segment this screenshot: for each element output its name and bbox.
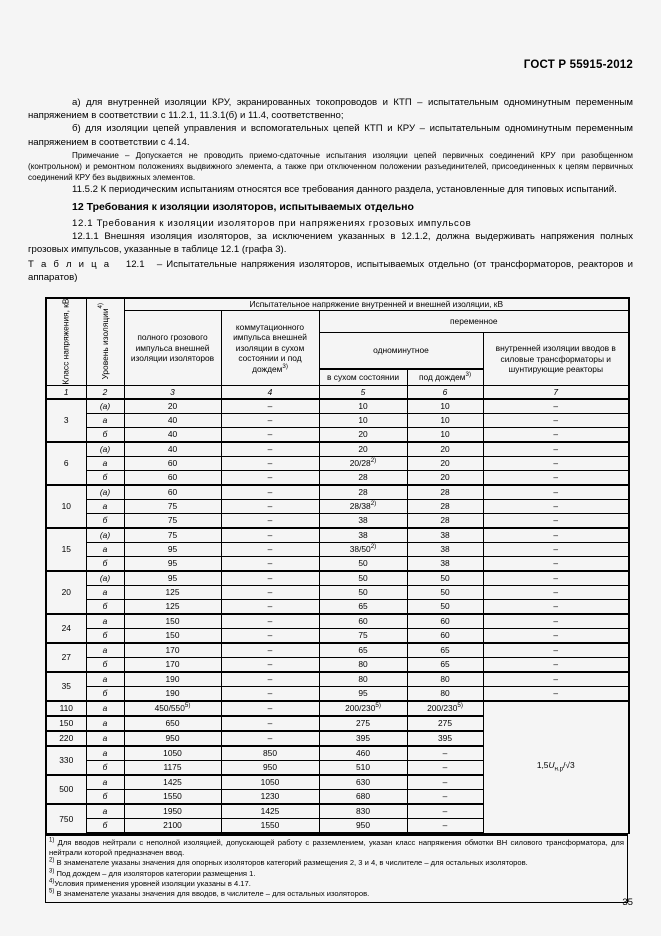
cell-c4: – xyxy=(221,514,319,529)
cell-c6: 10 xyxy=(407,414,483,428)
cell-c4: – xyxy=(221,600,319,615)
cell-voltage-class: 110 xyxy=(46,701,86,716)
cell-insulation-level: а xyxy=(86,614,124,629)
cell-insulation-level: (а) xyxy=(86,485,124,500)
cell-insulation-level: (а) xyxy=(86,571,124,586)
colnum-7: 7 xyxy=(483,386,629,400)
cell-c7: – xyxy=(483,557,629,572)
cell-c6: – xyxy=(407,775,483,790)
cell-c5: 10 xyxy=(319,414,407,428)
cell-c6: – xyxy=(407,819,483,834)
cell-c4: – xyxy=(221,485,319,500)
table-12-1 xyxy=(45,297,630,834)
cell-c6: 65 xyxy=(407,658,483,673)
cell-insulation-level: б xyxy=(86,819,124,834)
table-row xyxy=(46,557,629,572)
cell-c6: 10 xyxy=(407,399,483,414)
table-caption xyxy=(28,258,633,284)
colnum-4: 4 xyxy=(221,386,319,400)
cell-c7: – xyxy=(483,600,629,615)
cell-c3: 75 xyxy=(124,500,221,514)
cell-c3: 40 xyxy=(124,442,221,457)
table-row xyxy=(46,687,629,702)
cell-c3: 125 xyxy=(124,586,221,600)
cell-c4: – xyxy=(221,543,319,557)
cell-c7: – xyxy=(483,442,629,457)
table-row xyxy=(46,500,629,514)
cell-c3: 95 xyxy=(124,557,221,572)
cell-c3: 2100 xyxy=(124,819,221,834)
cell-c4: – xyxy=(221,716,319,731)
footnote-2: $^{2)}$ В знаменателе указаны значения для опорных изоляторов категорий размещения 2, 3 и 4, в числителе – для остальных изоляторов. xyxy=(49,857,528,868)
cell-c4: – xyxy=(221,586,319,600)
table-row xyxy=(46,414,629,428)
cell-c7: – xyxy=(483,514,629,529)
cell-c7: – xyxy=(483,485,629,500)
table-row xyxy=(46,571,629,586)
paragraph-clause-11-5-2: 11.5.2 К периодическим испытаниям относятся все требования данного раздела, установленные для типовых испытаний. xyxy=(72,184,617,196)
table-row xyxy=(46,614,629,629)
cell-c4: 1050 xyxy=(221,775,319,790)
cell-voltage-class: 3 xyxy=(46,399,86,442)
cell-c5: 50 xyxy=(319,557,407,572)
cell-c4: 1230 xyxy=(221,790,319,805)
cell-c5: 275 xyxy=(319,716,407,731)
cell-c3: 1175 xyxy=(124,761,221,776)
cell-c6: 28 xyxy=(407,514,483,529)
cell-c3: 170 xyxy=(124,643,221,658)
section-12-title: 12 Требования к изоляции изоляторов, испытываемых отдельно xyxy=(72,201,414,214)
cell-voltage-class: 150 xyxy=(46,716,86,731)
table-row xyxy=(46,543,629,557)
header-col-7: внутренней изоляции вводов в силовые трансформаторы и шунтирующие реакторы xyxy=(483,333,629,386)
header-span-all: Испытательное напряжение внутренней и внешней изоляции, кВ xyxy=(124,298,629,310)
table-row xyxy=(46,586,629,600)
cell-c5: 510 xyxy=(319,761,407,776)
cell-insulation-level: б xyxy=(86,687,124,702)
cell-c7: – xyxy=(483,672,629,687)
cell-c6: 38 xyxy=(407,557,483,572)
cell-c5: 20 xyxy=(319,442,407,457)
colnum-2: 2 xyxy=(86,386,124,400)
cell-c4: – xyxy=(221,399,319,414)
table-footnotes xyxy=(45,834,628,903)
table-row xyxy=(46,528,629,543)
cell-c3: 75 xyxy=(124,528,221,543)
cell-c6: – xyxy=(407,761,483,776)
cell-c5: 38 xyxy=(319,514,407,529)
cell-c4: – xyxy=(221,414,319,428)
cell-voltage-class: 35 xyxy=(46,672,86,701)
colnum-1: 1 xyxy=(46,386,86,400)
cell-insulation-level: б xyxy=(86,428,124,443)
cell-c5: 80 xyxy=(319,672,407,687)
cell-c4: – xyxy=(221,571,319,586)
table-row xyxy=(46,485,629,500)
cell-c5: 28/38$^{2)}$ xyxy=(319,500,407,514)
cell-c3: 1550 xyxy=(124,790,221,805)
cell-c4: 950 xyxy=(221,761,319,776)
cell-c4: 850 xyxy=(221,746,319,761)
page-number: 35 xyxy=(622,897,633,908)
cell-c7: – xyxy=(483,658,629,673)
cell-c7: – xyxy=(483,414,629,428)
cell-c6: 50 xyxy=(407,586,483,600)
cell-c6: 38 xyxy=(407,543,483,557)
cell-c5: 200/230$^{5)}$ xyxy=(319,701,407,716)
colnum-5: 5 xyxy=(319,386,407,400)
cell-c6: 10 xyxy=(407,428,483,443)
cell-c5: 50 xyxy=(319,571,407,586)
cell-c3: 1425 xyxy=(124,775,221,790)
paragraph-note: Примечание – Допускается не проводить приемо-сдаточные испытания изоляции цепей первичных соединений КРУ при разобщенном (контрольном) и ремонтном положениях выдвижного элемента, а также при отключенном положении разъединителей, присоединенных к цепям первичных соединений КРУ без выдвижных элементов. xyxy=(28,150,633,182)
header-col-2: Уровень изоляции$^{4)}$ xyxy=(86,298,124,386)
table-row xyxy=(46,600,629,615)
cell-insulation-level: а xyxy=(86,586,124,600)
cell-c4: – xyxy=(221,457,319,471)
cell-c3: 60 xyxy=(124,457,221,471)
header-col-3: полного грозового импульса внешней изоляции изоляторов xyxy=(124,310,221,386)
cell-c5: 80 xyxy=(319,658,407,673)
cell-c5: 20/28$^{2)}$ xyxy=(319,457,407,471)
cell-c4: – xyxy=(221,643,319,658)
cell-insulation-level: б xyxy=(86,790,124,805)
cell-c3: 450/550$^{5)}$ xyxy=(124,701,221,716)
cell-c5: 65 xyxy=(319,643,407,658)
cell-c6: 28 xyxy=(407,485,483,500)
table-row xyxy=(46,457,629,471)
cell-c7: – xyxy=(483,528,629,543)
cell-c6: 20 xyxy=(407,442,483,457)
cell-c4: 1550 xyxy=(221,819,319,834)
cell-voltage-class: 500 xyxy=(46,775,86,804)
cell-c7: – xyxy=(483,687,629,702)
cell-c7: – xyxy=(483,471,629,486)
colnum-3: 3 xyxy=(124,386,221,400)
cell-c6: 65 xyxy=(407,643,483,658)
cell-insulation-level: (а) xyxy=(86,399,124,414)
cell-c3: 40 xyxy=(124,428,221,443)
cell-voltage-class: 15 xyxy=(46,528,86,571)
cell-c7: – xyxy=(483,500,629,514)
cell-c3: 150 xyxy=(124,614,221,629)
cell-c6: 275 xyxy=(407,716,483,731)
cell-insulation-level: (а) xyxy=(86,528,124,543)
cell-c4: – xyxy=(221,731,319,746)
table-row xyxy=(46,701,629,716)
table-caption-label: Т а б л и ц а xyxy=(28,259,111,271)
cell-c4: – xyxy=(221,557,319,572)
cell-insulation-level: а xyxy=(86,731,124,746)
cell-insulation-level: а xyxy=(86,643,124,658)
cell-insulation-level: а xyxy=(86,775,124,790)
cell-c4: – xyxy=(221,528,319,543)
cell-insulation-level: а xyxy=(86,457,124,471)
table-row xyxy=(46,442,629,457)
cell-voltage-class: 24 xyxy=(46,614,86,643)
cell-c4: – xyxy=(221,471,319,486)
column-number-row xyxy=(46,386,629,400)
cell-c3: 1050 xyxy=(124,746,221,761)
cell-c3: 60 xyxy=(124,485,221,500)
table-row xyxy=(46,399,629,414)
cell-insulation-level: б xyxy=(86,514,124,529)
cell-insulation-level: а xyxy=(86,716,124,731)
cell-c5: 95 xyxy=(319,687,407,702)
cell-insulation-level: а xyxy=(86,672,124,687)
cell-c3: 1950 xyxy=(124,804,221,819)
cell-insulation-level: а xyxy=(86,414,124,428)
footnote-3: $^{3)}$ Под дождем – для изоляторов категории размещения 1. xyxy=(49,868,256,878)
table-row xyxy=(46,643,629,658)
cell-voltage-class: 6 xyxy=(46,442,86,485)
table-caption-text: – Испытательные напряжения изоляторов, испытываемых отдельно (от трансформаторов, реакторов и аппаратов) xyxy=(28,259,633,284)
cell-c6: 50 xyxy=(407,600,483,615)
cell-c5: 460 xyxy=(319,746,407,761)
cell-c4: – xyxy=(221,629,319,644)
cell-c6: 20 xyxy=(407,471,483,486)
cell-insulation-level: б xyxy=(86,557,124,572)
cell-c6: 395 xyxy=(407,731,483,746)
cell-c3: 95 xyxy=(124,543,221,557)
paragraph-item-b: б) для изоляции цепей управления и вспомогательных цепей КТП и КРУ – испытательным одноминутным переменным напряжением в соответствии с 4.14. xyxy=(28,123,633,148)
table-head xyxy=(46,298,629,399)
cell-c5: 75 xyxy=(319,629,407,644)
table-row xyxy=(46,672,629,687)
cell-c3: 20 xyxy=(124,399,221,414)
body-text-block xyxy=(28,96,633,285)
cell-c7: – xyxy=(483,457,629,471)
cell-c5: 10 xyxy=(319,399,407,414)
table-row xyxy=(46,514,629,529)
table-row xyxy=(46,629,629,644)
cell-c6: – xyxy=(407,790,483,805)
cell-c7-continuous-formula: $1,5U_{н.р}/√3$ xyxy=(483,701,629,833)
footnote-1: $^{1)}$ Для вводов нейтрали с неполной изоляцией, допускающей работу с разземлением, указан класс напряжения обмотки ВН силового трансформатора, для нейтрали которой предназначен ввод. xyxy=(49,837,624,858)
cell-insulation-level: б xyxy=(86,600,124,615)
cell-c7: – xyxy=(483,614,629,629)
cell-c5: 38 xyxy=(319,528,407,543)
clause-12-1-title: 12.1 Требования к изоляции изоляторов при напряжениях грозовых импульсов xyxy=(72,217,472,229)
cell-c5: 28 xyxy=(319,471,407,486)
cell-c6: – xyxy=(407,804,483,819)
cell-c6: 38 xyxy=(407,528,483,543)
cell-voltage-class: 27 xyxy=(46,643,86,672)
cell-c4: – xyxy=(221,687,319,702)
cell-c5: 630 xyxy=(319,775,407,790)
cell-c6: 80 xyxy=(407,687,483,702)
table-row xyxy=(46,658,629,673)
cell-c6: 60 xyxy=(407,614,483,629)
cell-insulation-level: б xyxy=(86,471,124,486)
cell-c3: 75 xyxy=(124,514,221,529)
header-span-ac: переменное xyxy=(319,310,629,333)
cell-insulation-level: а xyxy=(86,746,124,761)
cell-c5: 395 xyxy=(319,731,407,746)
cell-c6: – xyxy=(407,746,483,761)
cell-voltage-class: 750 xyxy=(46,804,86,833)
cell-c4: – xyxy=(221,701,319,716)
header-col-6: под дождем$^{3)}$ xyxy=(407,369,483,385)
cell-c5: 60 xyxy=(319,614,407,629)
cell-c4: – xyxy=(221,658,319,673)
cell-c4: – xyxy=(221,614,319,629)
cell-insulation-level: (а) xyxy=(86,442,124,457)
cell-voltage-class: 20 xyxy=(46,571,86,614)
cell-c3: 950 xyxy=(124,731,221,746)
cell-c4: – xyxy=(221,500,319,514)
cell-c5: 680 xyxy=(319,790,407,805)
cell-insulation-level: б xyxy=(86,629,124,644)
cell-c3: 60 xyxy=(124,471,221,486)
cell-c5: 28 xyxy=(319,485,407,500)
table-caption-number: 12.1 xyxy=(125,259,145,271)
cell-c5: 20 xyxy=(319,428,407,443)
cell-voltage-class: 10 xyxy=(46,485,86,528)
cell-c3: 150 xyxy=(124,629,221,644)
cell-voltage-class: 220 xyxy=(46,731,86,746)
cell-voltage-class: 330 xyxy=(46,746,86,775)
cell-c5: 65 xyxy=(319,600,407,615)
paragraph-clause-12-1-1: 12.1.1 Внешняя изоляция изоляторов, за исключением указанных в 12.1.2, должна выдерживать напряжения полных грозовых импульсов, указанные в таблице 12.1 (графа 3). xyxy=(28,230,633,255)
cell-c4: – xyxy=(221,442,319,457)
cell-c6: 60 xyxy=(407,629,483,644)
paragraph-item-a: а) для внутренней изоляции КРУ, экранированных токопроводов и КТП – испытательным одноминутным переменным напряжением в соответствии с 11.2.1, 11.3.1(б) и 11.4, соответственно; xyxy=(28,97,633,122)
cell-insulation-level: б xyxy=(86,658,124,673)
cell-c6: 80 xyxy=(407,672,483,687)
cell-c3: 40 xyxy=(124,414,221,428)
cell-c3: 170 xyxy=(124,658,221,673)
header-col-4: коммутационного импульса внешней изоляции в сухом состоянии и под дождем$^{3)}$ xyxy=(221,310,319,386)
table-row xyxy=(46,471,629,486)
colnum-6: 6 xyxy=(407,386,483,400)
header-col-5: в сухом состоянии xyxy=(319,369,407,385)
cell-c4: – xyxy=(221,672,319,687)
footnote-4: $^{4)}$Условия применения уровней изоляции указаны в 4.17. xyxy=(49,878,251,888)
table-12-1-wrapper xyxy=(45,297,628,903)
cell-c7: – xyxy=(483,571,629,586)
cell-c7: – xyxy=(483,643,629,658)
cell-c6: 50 xyxy=(407,571,483,586)
cell-c5: 38/50$^{2)}$ xyxy=(319,543,407,557)
cell-c4: – xyxy=(221,428,319,443)
header-col-1: Класс напряжения, кВ xyxy=(46,298,86,386)
table-row xyxy=(46,428,629,443)
cell-c7: – xyxy=(483,543,629,557)
cell-c7: – xyxy=(483,629,629,644)
cell-c3: 95 xyxy=(124,571,221,586)
cell-insulation-level: а xyxy=(86,500,124,514)
cell-insulation-level: а xyxy=(86,804,124,819)
cell-c5: 950 xyxy=(319,819,407,834)
cell-c5: 830 xyxy=(319,804,407,819)
cell-insulation-level: а xyxy=(86,543,124,557)
cell-c4: 1425 xyxy=(221,804,319,819)
cell-c3: 125 xyxy=(124,600,221,615)
cell-c6: 200/230$^{5)}$ xyxy=(407,701,483,716)
cell-c3: 190 xyxy=(124,672,221,687)
cell-c5: 50 xyxy=(319,586,407,600)
cell-insulation-level: а xyxy=(86,701,124,716)
table-body xyxy=(46,399,629,833)
cell-c6: 28 xyxy=(407,500,483,514)
cell-c7: – xyxy=(483,428,629,443)
cell-c3: 190 xyxy=(124,687,221,702)
cell-c3: 650 xyxy=(124,716,221,731)
cell-c6: 20 xyxy=(407,457,483,471)
cell-insulation-level: б xyxy=(86,761,124,776)
standard-code-header: ГОСТ Р 55915-2012 xyxy=(523,59,633,71)
footnote-5: $^{5)}$ В знаменателе указаны значения для вводов, в числителе – для остальных изоляторов. xyxy=(49,888,370,899)
header-span-oneminute: одноминутное xyxy=(319,333,483,370)
cell-c7: – xyxy=(483,586,629,600)
cell-c7: – xyxy=(483,399,629,414)
